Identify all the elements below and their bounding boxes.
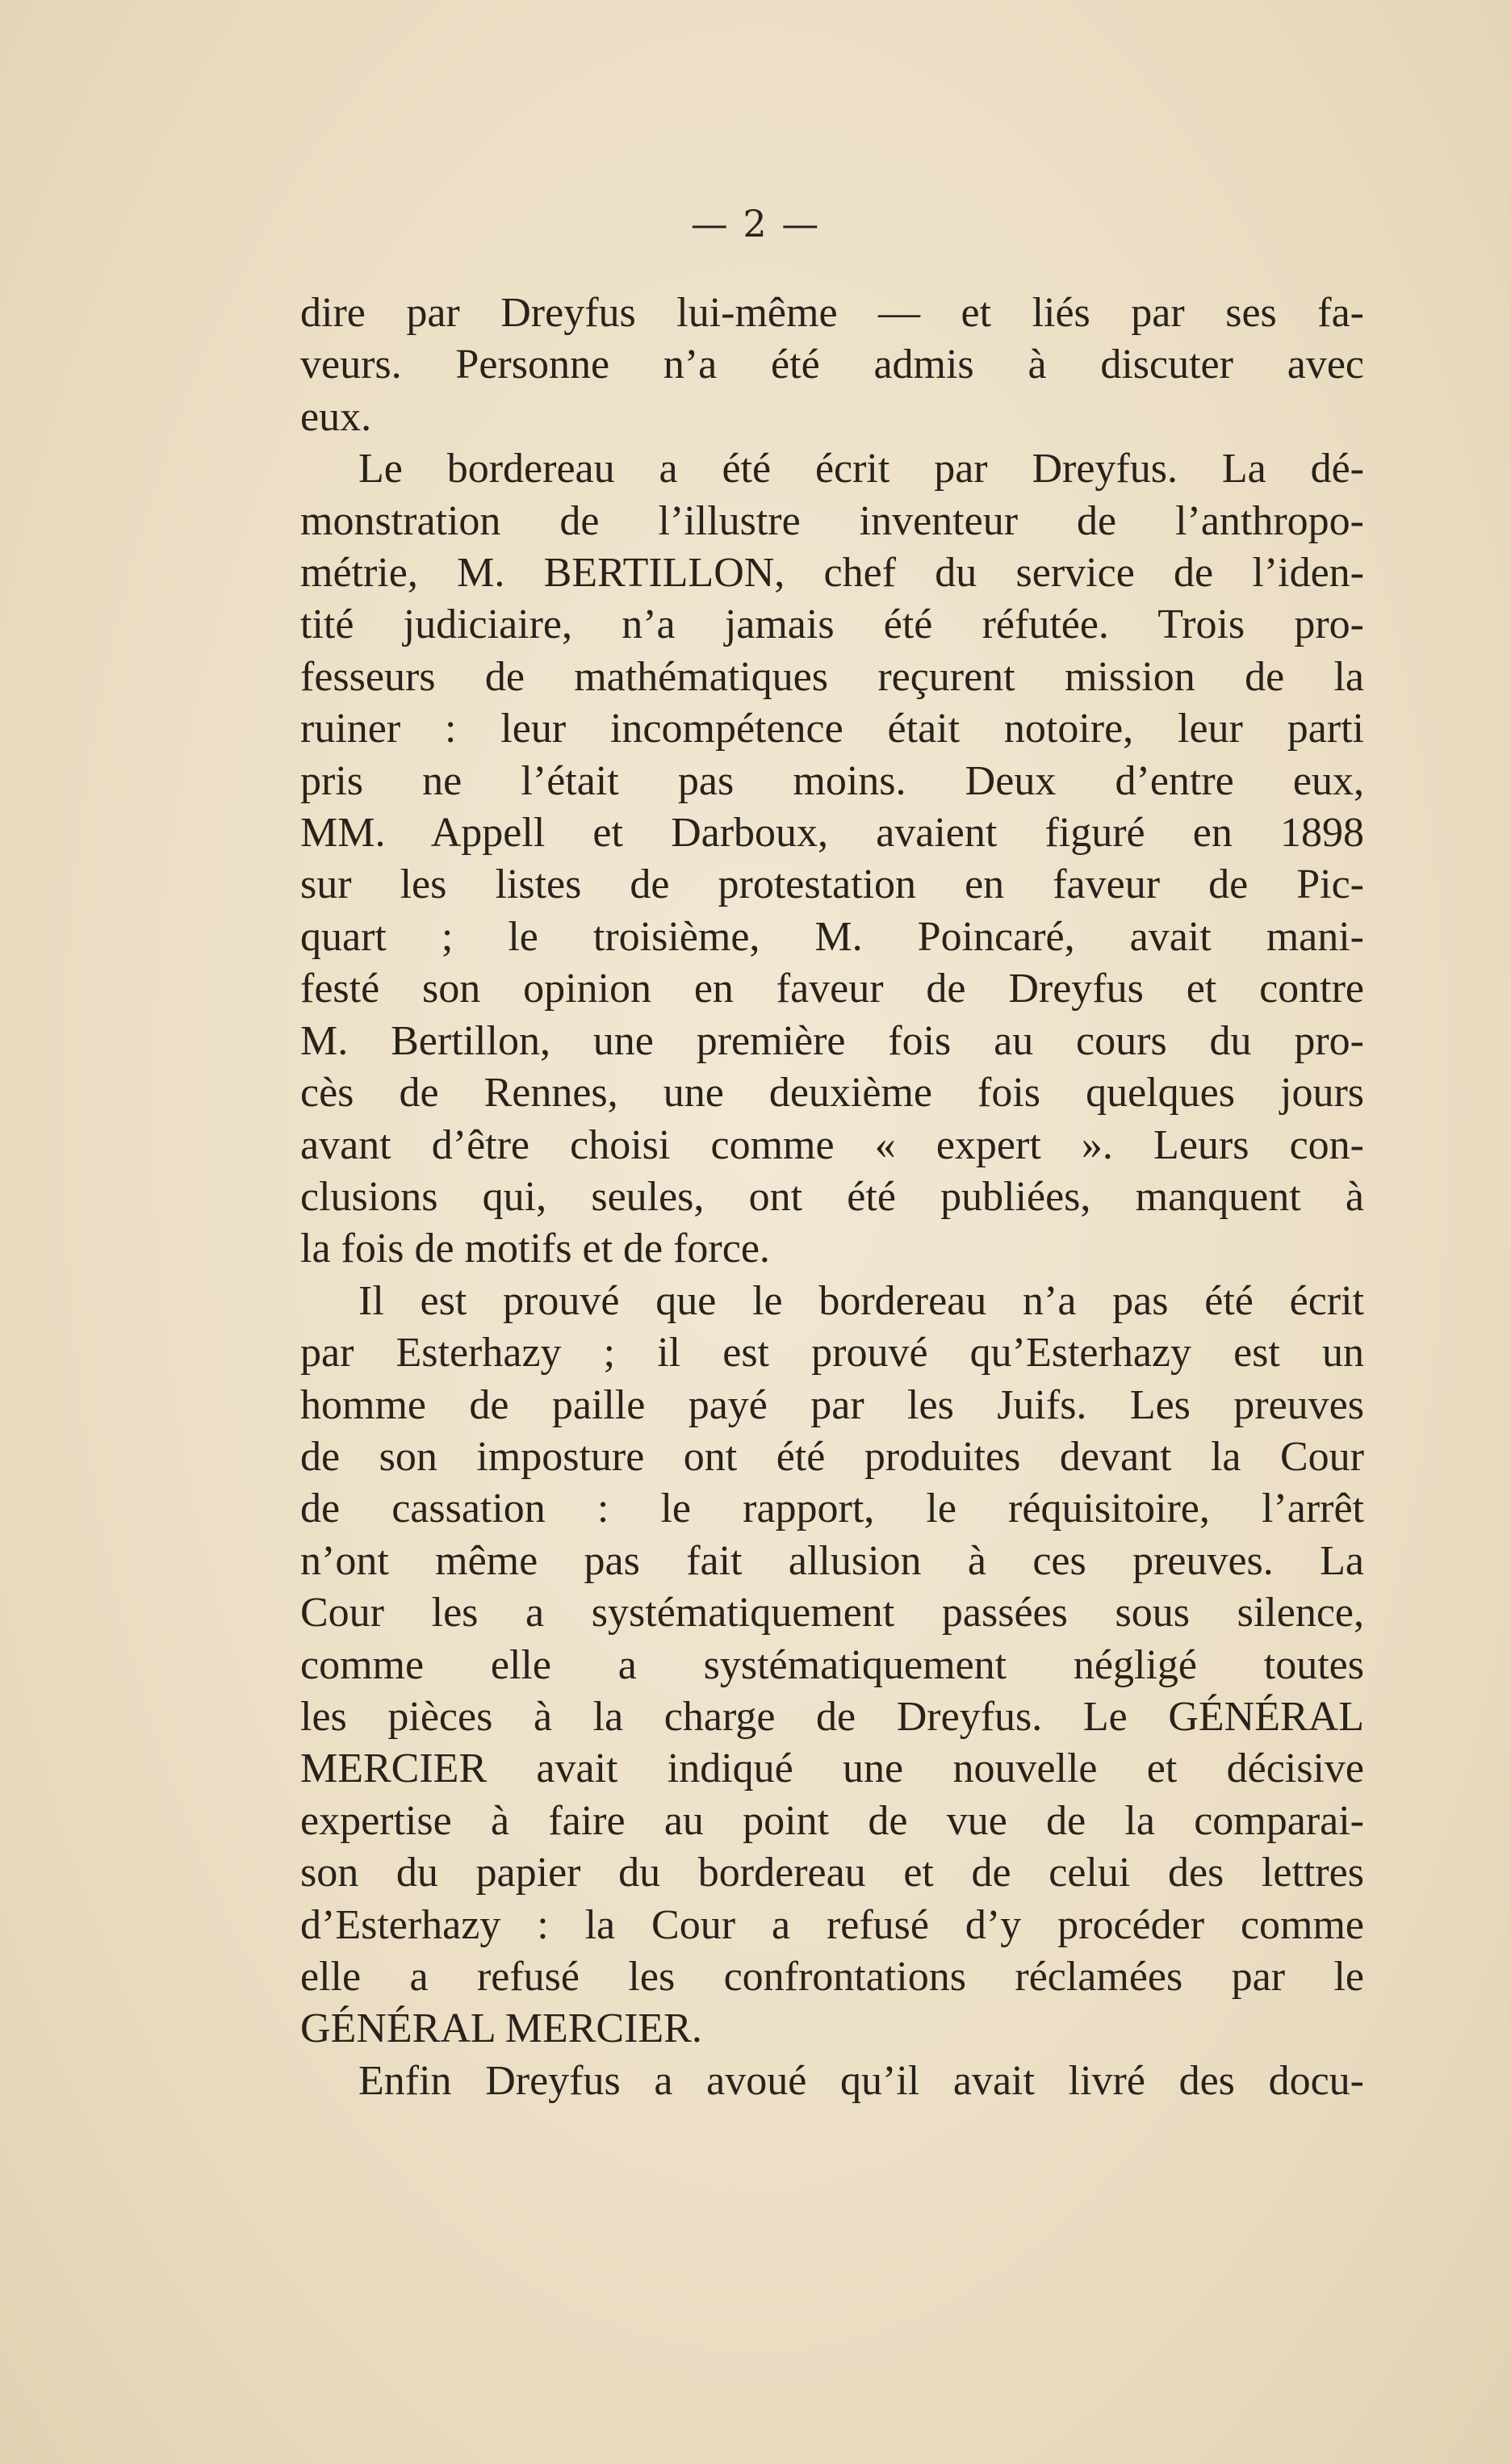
paragraph-3 bbox=[300, 1276, 1364, 2055]
text-line: expertise à faire au point de vue de la comparai- bbox=[300, 1797, 1364, 1844]
text-line: d’Esterhazy : la Cour a refusé d’y procéder comme bbox=[300, 1901, 1364, 1948]
text-line: Il est prouvé que le bordereau n’a pas été écrit bbox=[358, 1277, 1364, 1324]
text-line: Enfin Dreyfus a avoué qu’il avait livré des docu- bbox=[358, 2057, 1364, 2104]
text-line: sur les listes de protestation en faveur de Pic- bbox=[300, 861, 1364, 908]
text-line: n’ont même pas fait allusion à ces preuves. La bbox=[300, 1537, 1364, 1584]
text-line: de son imposture ont été produites devant la Cour bbox=[300, 1433, 1364, 1480]
text-line: monstration de l’illustre inventeur de l’anthropo- bbox=[300, 497, 1364, 544]
text-line: dire par Dreyfus lui-même — et liés par ses fa- bbox=[300, 290, 1364, 336]
text-line: clusions qui, seules, ont été publiées, manquent à bbox=[300, 1173, 1364, 1220]
text-line: comme elle a systématiquement négligé toutes bbox=[300, 1641, 1364, 1688]
text-line: les pièces à la charge de Dreyfus. Le GÉNÉRAL bbox=[300, 1693, 1364, 1740]
text-line: pris ne l’était pas moins. Deux d’entre eux, bbox=[300, 757, 1364, 804]
paragraph-2 bbox=[300, 443, 1364, 1276]
text-line: MM. Appell et Darboux, avaient figuré en 1898 bbox=[300, 810, 1364, 857]
text-line: par Esterhazy ; il est prouvé qu’Esterhazy est un bbox=[300, 1330, 1364, 1377]
text-line: homme de paille payé par les Juifs. Les preuves bbox=[300, 1381, 1364, 1428]
text-line: son du papier du bordereau et de celui des lettres bbox=[300, 1850, 1364, 1896]
paragraph-4 bbox=[300, 2055, 1364, 2107]
text-line: GÉNÉRAL MERCIER. bbox=[300, 2005, 702, 2052]
text-line: ruiner : leur incompétence était notoire, leur parti bbox=[300, 706, 1364, 752]
text-line: eux. bbox=[300, 393, 372, 440]
text-line: Le bordereau a été écrit par Dreyfus. La dé- bbox=[358, 446, 1364, 492]
text-line: fesseurs de mathématiques reçurent mission de la bbox=[300, 653, 1364, 700]
text-line: M. Bertillon, une première fois au cours du pro- bbox=[300, 1017, 1364, 1064]
text-line: MERCIER avait indiqué une nouvelle et décisive bbox=[300, 1745, 1364, 1792]
text-line: métrie, M. BERTILLON, chef du service de l’iden- bbox=[300, 550, 1364, 597]
text-line: la fois de motifs et de force. bbox=[300, 1226, 770, 1272]
paragraph-1 bbox=[300, 287, 1364, 443]
text-line: festé son opinion en faveur de Dreyfus et contre bbox=[300, 966, 1364, 1012]
page-number: — 2 — bbox=[690, 202, 821, 245]
text-line: veurs. Personne n’a été admis à discuter avec bbox=[300, 342, 1364, 388]
text-line: avant d’être choisi comme « expert ». Leurs con- bbox=[300, 1121, 1364, 1168]
text-line: quart ; le troisième, M. Poincaré, avait mani- bbox=[300, 913, 1364, 960]
text-line: de cassation : le rapport, le réquisitoire, l’arrêt bbox=[300, 1486, 1364, 1532]
text-line: cès de Rennes, une deuxième fois quelques jours bbox=[300, 1070, 1364, 1117]
text-line: Cour les a systématiquement passées sous silence, bbox=[300, 1590, 1364, 1636]
body-text bbox=[300, 287, 1364, 2107]
text-line: tité judiciaire, n’a jamais été réfutée. Trois pro- bbox=[300, 601, 1364, 648]
text-line: elle a refusé les confrontations réclamées par le bbox=[300, 1954, 1364, 2000]
